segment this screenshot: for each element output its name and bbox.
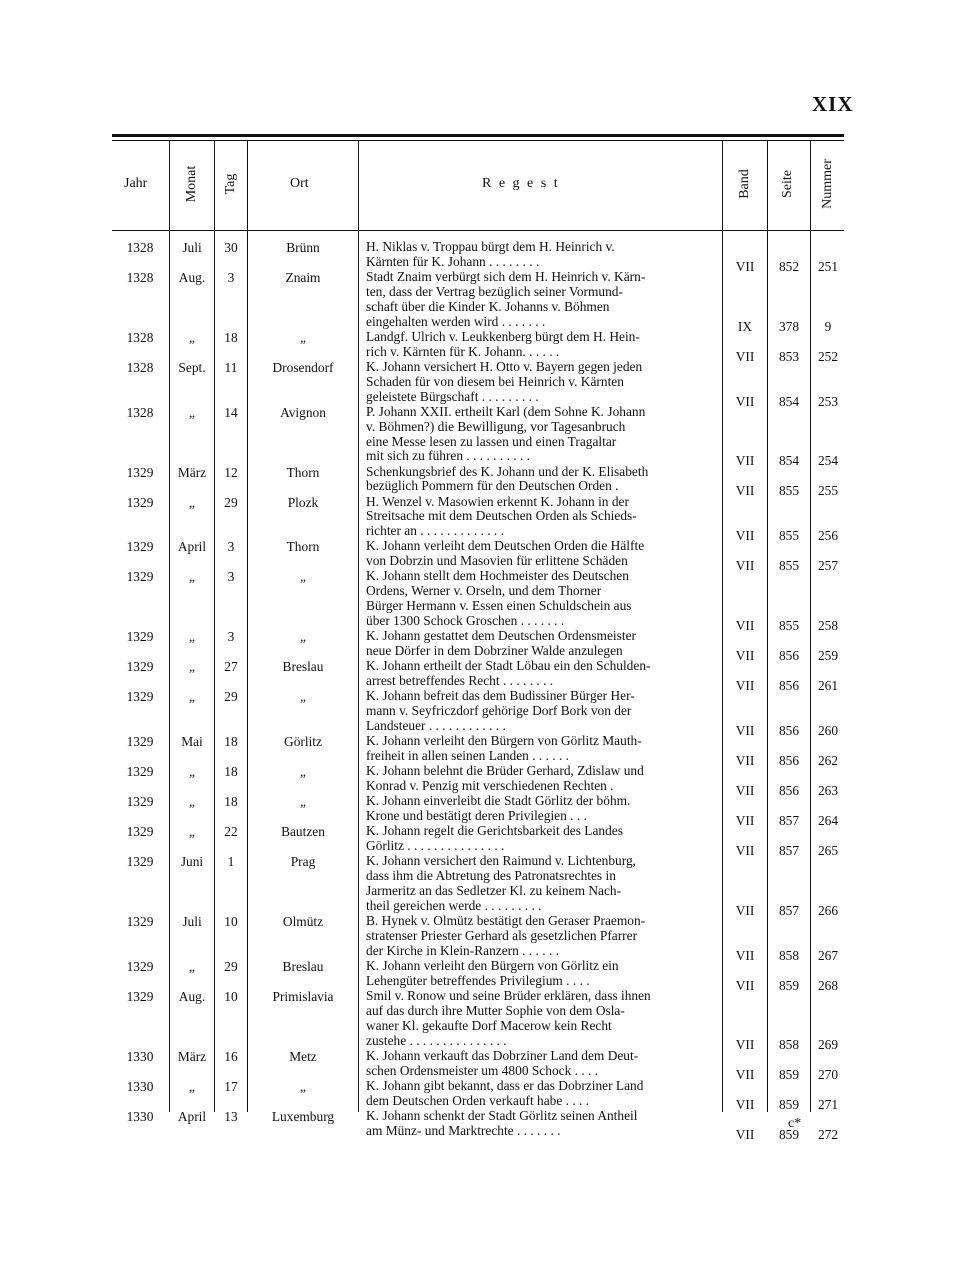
cell-regest [366,360,718,405]
regest-line: B. Hynek v. Olmütz bestätigt den Geraser Praemon- [366,912,646,928]
cell-ort: „ [300,569,306,585]
cell-ort: Metz [289,1048,317,1064]
cell-regest [366,569,718,629]
regest-line: waner Kl. gekaufte Dorf Macerow kein Recht [366,1017,612,1033]
cell-regest [366,734,718,764]
cell-monat: Aug. [178,988,206,1004]
cell-band: VII [735,1127,755,1143]
cell-seite: 852 [778,258,800,274]
header-bottom-rule [112,230,844,231]
regest-line: Smil v. Ronow und seine Brüder erklären, dass ihnen [366,987,651,1003]
regest-line: Schenkungsbrief des K. Johann und der K. Elisabeth [366,463,649,479]
cell-ort: Thorn [286,539,320,555]
cell-monat: März [177,1048,207,1064]
cell-ort: Avignon [280,404,326,420]
cell-ort: Prag [290,854,316,870]
cell-jahr: 1329 [126,569,154,585]
regest-line: v. Böhmen?) die Bewilligung, vor Tagesanbruch [366,418,626,434]
cell-seite: 855 [778,618,800,634]
cell-band: VII [735,812,755,828]
cell-seite: 855 [778,483,800,499]
cell-band: VII [735,1097,755,1113]
regest-line: K. Johann verleiht den Bürgern von Görlitz Mauth- [366,733,642,749]
cell-seite: 856 [778,648,800,664]
regest-line: K. Johann verleiht den Bürgern von Görlitz ein [366,957,619,973]
cell-ort: „ [300,329,306,345]
cell-monat: „ [189,329,195,345]
cell-nummer: 261 [817,678,839,694]
cell-ort: Brünn [286,240,320,255]
cell-tag: 29 [224,494,238,510]
cell-band: VII [735,842,755,858]
cell-band: VII [735,752,755,768]
cell-band: VII [735,393,755,409]
cell-band: IX [737,318,753,334]
cell-tag: 3 [227,629,235,645]
regest-line: der Kirche in Klein-Ranzern . . . . . . [366,942,559,958]
cell-jahr: 1329 [126,988,154,1004]
cell-seite: 856 [778,678,800,694]
regest-line: K. Johann befreit das dem Budissiner Bürger Her- [366,688,635,704]
cell-seite: 858 [778,1037,800,1053]
regest-line: Ordens, Werner v. Orseln, und dem Thorner [366,583,602,599]
cell-nummer: 260 [817,722,839,738]
cell-nummer: 270 [817,1067,839,1083]
header-jahr: Jahr [124,176,148,191]
regest-line: K. Johann gibt bekannt, dass er das Dobrziner Land [366,1077,644,1093]
cell-monat: Mai [181,734,203,750]
cell-band: VII [735,902,755,918]
cell-monat: April [177,539,207,555]
regest-line: K. Johann einverleibt die Stadt Görlitz der böhm. [366,793,631,809]
cell-jahr: 1328 [126,270,154,285]
header-ort: Ort [290,176,309,191]
regest-line: K. Johann regelt die Gerichtsbarkeit des Landes [366,823,623,839]
cell-band: VII [735,528,755,544]
cell-nummer: 266 [817,902,839,918]
regest-line: K. Johann stellt dem Hochmeister des Deutschen [366,568,629,584]
cell-regest [366,764,718,794]
regest-line: K. Johann belehnt die Brüder Gerhard, Zdislaw und [366,763,644,779]
cell-nummer: 258 [817,618,839,634]
cell-monat: „ [189,659,195,675]
cell-seite: 859 [778,1127,800,1143]
regest-line: arrest betreffendes Recht . . . . . . . . [366,673,554,689]
cell-seite: 378 [778,318,800,334]
regest-line: K. Johann gestattet dem Deutschen Ordensmeister [366,628,636,644]
cell-nummer: 255 [817,483,839,499]
cell-ort: Drosendorf [272,359,334,375]
cell-regest [366,539,718,569]
cell-jahr: 1329 [126,494,154,510]
cell-monat: Juli [182,913,202,929]
cell-nummer: 254 [817,453,839,469]
cell-tag: 10 [224,913,238,929]
cell-jahr: 1330 [126,1048,154,1064]
cell-seite: 856 [778,752,800,768]
regest-line: eine Messe lesen zu lassen und einen Tragaltar [366,433,617,449]
cell-tag: 11 [224,359,238,375]
regest-line: schen Ordensmeister um 4800 Schock . . . . [366,1062,599,1078]
cell-ort: „ [300,689,306,705]
regest-line: rich v. Kärnten für K. Johann. . . . . . [366,343,560,359]
cell-tag: 10 [224,988,238,1004]
cell-monat: „ [189,958,195,974]
cell-nummer: 264 [817,812,839,828]
regest-line: Kärnten für K. Johann . . . . . . . . [366,253,540,269]
regest-line: dem Deutschen Orden verkauft habe . . . . [366,1092,590,1108]
signature-mark: c* [788,1116,802,1131]
column-divider [358,141,359,1112]
cell-jahr: 1328 [126,329,154,345]
cell-regest [366,914,718,959]
regest-line: theil gereichen werde . . . . . . . . . [366,897,542,913]
cell-regest [366,989,718,1049]
cell-ort: Olmütz [282,913,324,929]
cell-regest [366,824,718,854]
cell-band: VII [735,348,755,364]
cell-tag: 18 [224,734,238,750]
column-divider [810,141,811,1112]
cell-ort: Znaim [285,270,321,285]
cell-regest [366,794,718,824]
cell-ort: „ [300,629,306,645]
cell-seite: 856 [778,782,800,798]
cell-nummer: 265 [817,842,839,858]
cell-jahr: 1329 [126,764,154,780]
cell-monat: „ [189,629,195,645]
regest-line: von Dobrzin und Masovien für erlittene Schäden [366,553,628,569]
cell-jahr: 1329 [126,629,154,645]
cell-monat: Juli [182,240,202,255]
cell-seite: 853 [778,348,800,364]
cell-seite: 854 [778,453,800,469]
regest-line: Landgf. Ulrich v. Leukkenberg bürgt dem H. Hein- [366,328,640,344]
regest-line: K. Johann schenkt der Stadt Görlitz seinen Antheil [366,1107,638,1123]
cell-tag: 16 [224,1048,238,1064]
cell-tag: 18 [224,794,238,810]
cell-jahr: 1329 [126,913,154,929]
cell-regest [366,689,718,734]
cell-band: VII [735,722,755,738]
regest-line: Streitsache mit dem Deutschen Orden als Schieds- [366,508,637,524]
page-number: XIX [812,92,854,116]
cell-band: VII [735,1067,755,1083]
cell-band: VII [735,977,755,993]
cell-band: VII [735,782,755,798]
top-rule-thin [112,140,844,141]
cell-ort: Thorn [286,464,320,480]
cell-ort: Breslau [282,958,324,974]
regest-line: K. Johann versichert den Raimund v. Lichtenburg, [366,853,636,869]
cell-jahr: 1329 [126,958,154,974]
cell-seite: 855 [778,528,800,544]
cell-tag: 18 [224,329,238,345]
cell-band: VII [735,678,755,694]
cell-band: VII [735,648,755,664]
cell-monat: „ [189,404,195,420]
cell-nummer: 263 [817,782,839,798]
regest-line: auf das durch ihre Mutter Sophie von dem Osla- [366,1002,625,1018]
cell-nummer: 268 [817,977,839,993]
cell-monat: „ [189,569,195,585]
cell-seite: 855 [778,558,800,574]
regest-line: Krone und bestätigt deren Privilegien . . . [366,808,587,823]
cell-jahr: 1328 [126,404,154,420]
cell-seite: 854 [778,393,800,409]
header-monat: Monat [184,165,199,203]
regest-line: H. Niklas v. Troppau bürgt dem H. Heinrich v. [366,239,615,254]
header-tag: Tag [223,173,238,195]
cell-tag: 3 [227,270,235,285]
cell-nummer: 269 [817,1037,839,1053]
cell-seite: 857 [778,812,800,828]
regest-line: Landsteuer . . . . . . . . . . . . [366,718,506,733]
cell-ort: Plozk [287,494,319,510]
regest-line: über 1300 Schock Groschen . . . . . . . [366,613,565,629]
cell-tag: 22 [224,824,238,840]
cell-nummer: 251 [817,258,839,274]
cell-band: VII [735,947,755,963]
cell-seite: 858 [778,947,800,963]
cell-regest [366,240,718,270]
cell-jahr: 1329 [126,464,154,480]
header-band: Band [737,169,752,199]
cell-ort: Bautzen [281,824,325,840]
cell-tag: 29 [224,958,238,974]
cell-nummer: 256 [817,528,839,544]
cell-regest [366,405,718,465]
column-divider [214,141,215,1112]
cell-monat: „ [189,1078,195,1094]
cell-regest [366,959,718,989]
cell-ort: Primislavia [272,988,334,1004]
cell-seite: 859 [778,1097,800,1113]
cell-tag: 3 [227,539,235,555]
cell-regest [366,330,718,360]
cell-jahr: 1329 [126,659,154,675]
regest-line: K. Johann ertheilt der Stadt Löbau ein den Schulden- [366,658,651,674]
regest-line: Stadt Znaim verbürgt sich dem H. Heinrich v. Kärn- [366,269,646,284]
cell-monat: Juni [180,854,204,870]
cell-monat: „ [189,794,195,810]
cell-nummer: 253 [817,393,839,409]
column-divider [722,141,723,1112]
cell-tag: 13 [224,1108,238,1124]
cell-band: VII [735,483,755,499]
cell-monat: „ [189,689,195,705]
regest-line: schaft über die Kinder K. Johanns v. Böhmen [366,298,610,314]
cell-tag: 30 [224,240,238,255]
top-rule-thick [112,134,844,137]
cell-regest [366,629,718,659]
cell-tag: 18 [224,764,238,780]
regest-line: mit sich zu führen . . . . . . . . . . [366,448,531,464]
cell-ort: Görlitz [284,734,322,750]
cell-nummer: 262 [817,752,839,768]
cell-nummer: 257 [817,558,839,574]
cell-monat: „ [189,494,195,510]
cell-tag: 3 [227,569,235,585]
regest-line: Konrad v. Penzig mit verschiedenen Rechten . [366,778,614,793]
cell-regest [366,659,718,689]
cell-seite: 859 [778,1067,800,1083]
cell-ort: Luxemburg [271,1108,335,1124]
cell-ort: Breslau [282,659,324,675]
cell-monat: „ [189,764,195,780]
regest-line: Lehengüter betreffendes Privilegium . . . . [366,972,590,988]
cell-band: VII [735,558,755,574]
header-nummer: Nummer [820,159,835,209]
regest-line: am Münz- und Marktrechte . . . . . . . [366,1122,561,1138]
cell-regest [366,1049,718,1079]
cell-jahr: 1329 [126,689,154,705]
regest-line: K. Johann verleiht dem Deutschen Orden die Hälfte [366,538,645,554]
regest-line: P. Johann XXII. ertheilt Karl (dem Sohne K. Johann [366,403,646,419]
regest-line: bezüglich Pommern für den Deutschen Orden . [366,478,619,494]
regest-line: K. Johann versichert H. Otto v. Bayern gegen jeden [366,358,643,374]
cell-jahr: 1328 [126,240,154,255]
cell-nummer: 9 [824,318,832,334]
regest-line: Jarmeritz an das Sedletzer Kl. zu keinem Nach- [366,882,622,898]
cell-jahr: 1329 [126,539,154,555]
cell-seite: 857 [778,902,800,918]
regest-line: Schaden für von diesem bei Heinrich v. Kärnten [366,373,624,389]
regest-line: freiheit in allen seinen Landen . . . . . . [366,748,570,763]
regest-line: geleistete Bürgschaft . . . . . . . . . [366,388,539,404]
regest-line: dass ihm die Abtretung des Patronatsrechtes in [366,868,616,883]
cell-jahr: 1329 [126,734,154,750]
cell-regest [366,1079,718,1109]
cell-tag: 14 [224,404,238,420]
cell-jahr: 1329 [126,824,154,840]
regest-line: H. Wenzel v. Masowien erkennt K. Johann in der [366,493,629,509]
cell-regest [366,270,718,330]
cell-regest [366,465,718,495]
cell-monat: April [177,1108,207,1124]
cell-tag: 17 [224,1078,238,1094]
cell-seite: 859 [778,977,800,993]
regest-line: neue Dörfer in dem Dobrziner Walde anzulegen [366,643,623,659]
cell-monat: „ [189,824,195,840]
cell-nummer: 272 [817,1127,839,1143]
cell-monat: Sept. [178,359,206,375]
cell-seite: 856 [778,722,800,738]
cell-nummer: 271 [817,1097,839,1113]
cell-band: VII [735,258,755,274]
regest-line: mann v. Seyfriczdorf gehörige Dorf Bork von der [366,703,632,719]
cell-jahr: 1329 [126,794,154,810]
cell-jahr: 1330 [126,1108,154,1124]
regest-line: ten, dass der Vertrag bezüglich seiner Vormund- [366,283,623,299]
cell-band: VII [735,618,755,634]
cell-regest [366,495,718,540]
cell-ort: „ [300,764,306,780]
regest-line: K. Johann verkauft das Dobrziner Land dem Deut- [366,1047,639,1063]
header-regest: R e g e s t [482,176,560,191]
cell-ort: „ [300,794,306,810]
cell-monat: Aug. [178,270,206,285]
header-seite: Seite [780,170,795,198]
cell-monat: März [177,464,207,480]
cell-tag: 12 [224,464,238,480]
regest-line: eingehalten werden wird . . . . . . . [366,313,546,329]
cell-ort: „ [300,1078,306,1094]
regest-line: stratenser Priester Gerhard als gesetzlichen Pfarrer [366,927,638,943]
cell-regest [366,854,718,914]
cell-jahr: 1328 [126,359,154,375]
cell-jahr: 1330 [126,1078,154,1094]
regest-line: Bürger Hermann v. Essen einen Schuldschein aus [366,598,632,614]
cell-tag: 27 [224,659,238,675]
cell-regest [366,1109,718,1139]
cell-band: VII [735,1037,755,1053]
cell-seite: 857 [778,842,800,858]
regest-line: zustehe . . . . . . . . . . . . . . . [366,1032,507,1048]
cell-tag: 1 [227,854,235,870]
cell-nummer: 252 [817,348,839,364]
regest-line: richter an . . . . . . . . . . . . . [366,523,504,539]
cell-tag: 29 [224,689,238,705]
cell-jahr: 1329 [126,854,154,870]
cell-nummer: 259 [817,648,839,664]
cell-nummer: 267 [817,947,839,963]
regest-line: Görlitz . . . . . . . . . . . . . . . [366,838,505,853]
cell-band: VII [735,453,755,469]
